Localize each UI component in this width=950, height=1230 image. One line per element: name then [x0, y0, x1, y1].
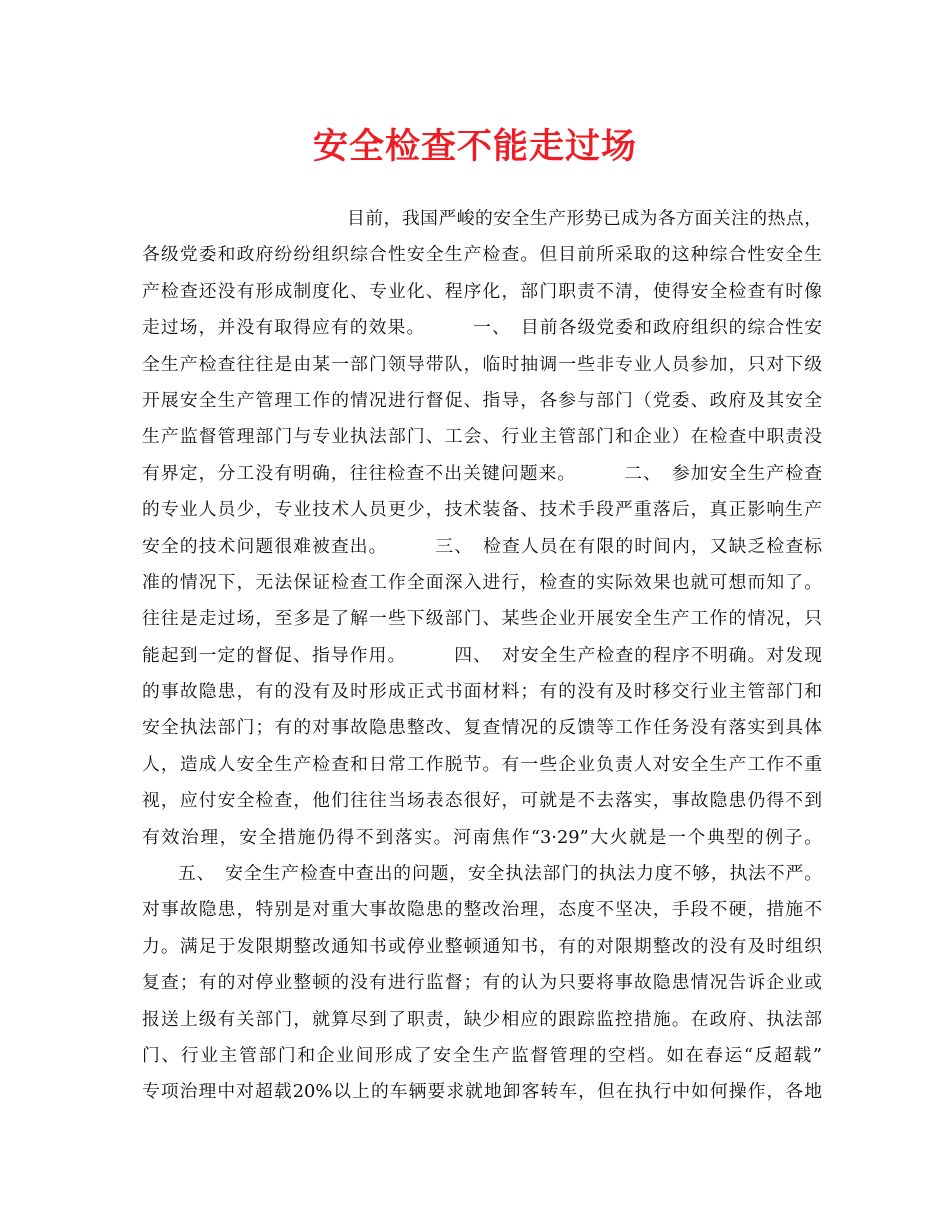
body-line: 开展安全生产管理工作的情况进行督促、指导，各参与部门（党委、政府及其安全 — [142, 389, 822, 411]
body-line: 生产监督管理部门与专业执法部门、工会、行业主管部门和企业）在检查中职责没 — [142, 426, 822, 448]
body-line: 报送上级有关部门，就算尽到了职责，缺少相应的跟踪监控措施。在政府、执法部 — [142, 1008, 822, 1030]
body-line: 门、行业主管部门和企业间形成了安全生产监督管理的空档。如在春运“反超载” — [142, 1044, 822, 1066]
body-line: 视，应付安全检查，他们往往当场表态很好，可就是不去落实，事故隐患仍得不到 — [142, 790, 822, 812]
body-line: 力。满足于发限期整改通知书或停业整顿通知书，有的对限期整改的没有及时组织 — [142, 935, 822, 957]
body-line: 有界定，分工没有明确，往往检查不出关键问题来。 二、 参加安全生产检查 — [142, 462, 822, 484]
document-title: 安全检查不能走过场 — [312, 126, 637, 167]
body-line: 目前，我国严峻的安全生产形势已成为各方面关注的热点， — [347, 208, 822, 229]
body-line: 五、 安全生产检查中查出的问题，安全执法部门的执法力度不够，执法不严。 — [178, 863, 822, 885]
body-line: 的事故隐患，有的没有及时形成正式书面材料；有的没有及时移交行业主管部门和 — [142, 681, 822, 703]
body-line: 有效治理，安全措施仍得不到落实。河南焦作“3·29”大火就是一个典型的例子。 — [142, 826, 822, 848]
body-line: 复查；有的对停业整顿的没有进行监督；有的认为只要将事故隐患情况告诉企业或 — [142, 972, 822, 994]
body-line: 专项治理中对超载20%以上的车辆要求就地卸客转车，但在执行中如何操作，各地 — [142, 1081, 822, 1103]
body-line: 安全的技术问题很难被查出。 三、 检查人员在有限的时间内，又缺乏检查标 — [142, 535, 822, 557]
body-line: 准的情况下，无法保证检查工作全面深入进行，检查的实际效果也就可想而知了。 — [142, 571, 822, 593]
body-line: 往往是走过场，至多是了解一些下级部门、某些企业开展安全生产工作的情况，只 — [142, 608, 822, 630]
body-line: 产检查还没有形成制度化、专业化、程序化，部门职责不清，使得安全检查有时像 — [142, 280, 822, 302]
body-line: 走过场，并没有取得应有的效果。 一、 目前各级党委和政府组织的综合性安 — [142, 317, 822, 339]
body-line: 对事故隐患，特别是对重大事故隐患的整改治理，态度不坚决，手段不硬，措施不 — [142, 899, 822, 921]
body-line: 安全执法部门；有的对事故隐患整改、复查情况的反馈等工作任务没有落实到具体 — [142, 717, 822, 739]
body-line: 的专业人员少，专业技术人员更少，技术装备、技术手段严重落后，真正影响生产 — [142, 499, 822, 521]
body-line: 全生产检查往往是由某一部门领导带队，临时抽调一些非专业人员参加，只对下级 — [142, 353, 822, 375]
body-line: 人，造成人安全生产检查和日常工作脱节。有一些企业负责人对安全生产工作不重 — [142, 753, 822, 775]
body-line: 各级党委和政府纷纷组织综合性安全生产检查。但目前所采取的这种综合性安全生 — [142, 244, 822, 266]
body-line: 能起到一定的督促、指导作用。 四、 对安全生产检查的程序不明确。对发现 — [142, 644, 822, 666]
document-body — [142, 201, 822, 1111]
